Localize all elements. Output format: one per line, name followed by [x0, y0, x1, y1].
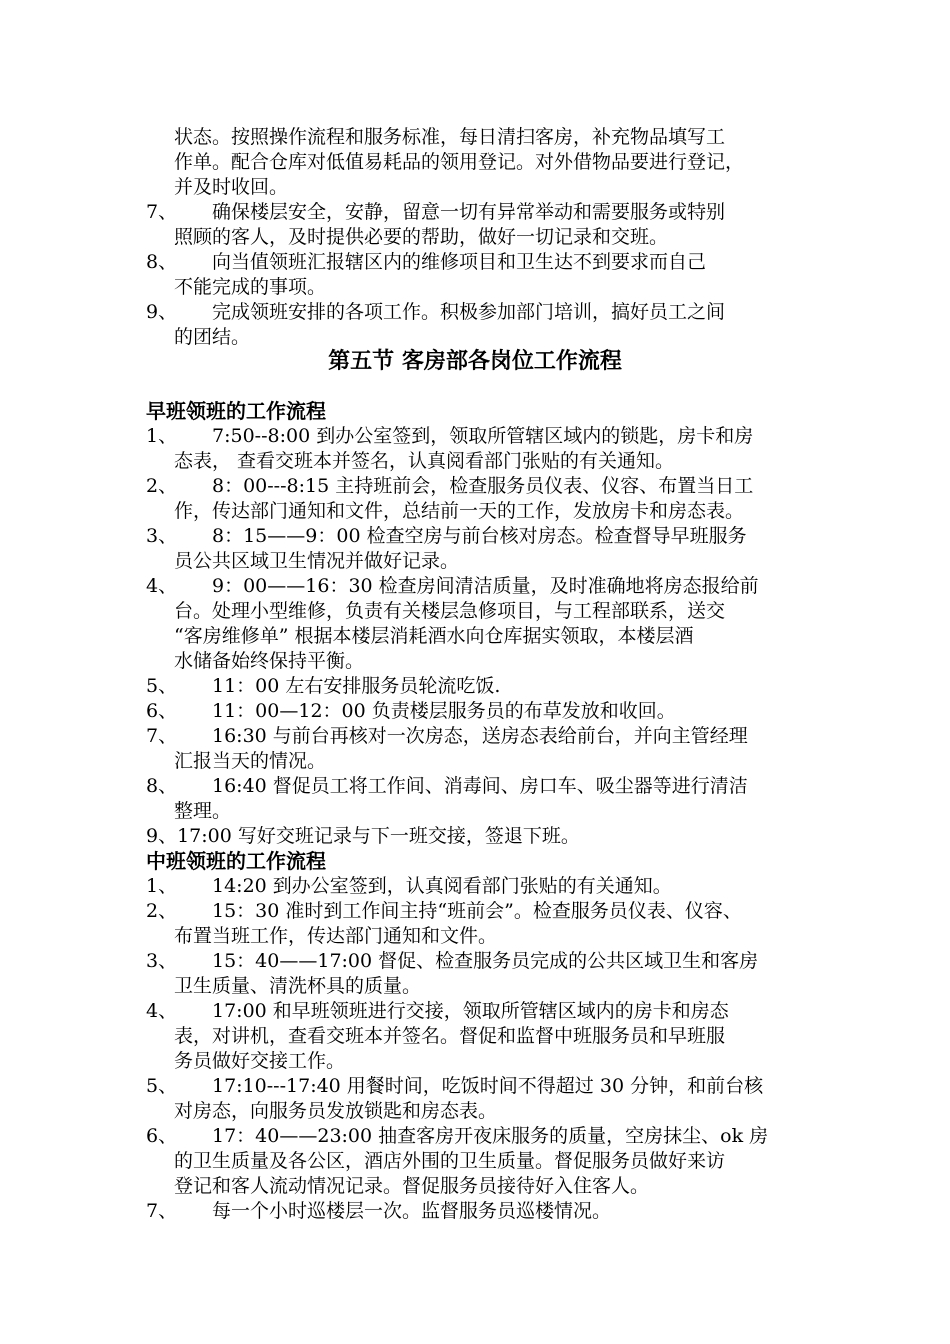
item-text: 15：40——17:00 督促、检查服务员完成的公共区域卫生和客房 — [212, 950, 759, 972]
item-number: 5、 — [146, 675, 178, 697]
item-text: 8：15——9：00 检查空房与前台核对房态。检查督导早班服务 — [212, 525, 747, 547]
item-number: 2、 — [146, 900, 178, 922]
item-text: 7:50--8:00 到办公室签到，领取所管辖区域内的锁匙，房卡和房 — [212, 425, 754, 447]
item-number: 5、 — [146, 1075, 178, 1097]
item-number: 4、 — [146, 1000, 178, 1022]
item-number: 1、 — [146, 425, 178, 447]
item-text: 态表， 查看交班本并签名，认真阅看部门张贴的有关通知。 — [174, 450, 675, 472]
item-number: 8、 — [146, 775, 178, 797]
item-text: 作，传达部门通知和文件，总结前一天的工作，发放房卡和房态表。 — [174, 500, 745, 522]
item-number: 7、 — [146, 725, 178, 747]
item-text: 照顾的客人，及时提供必要的帮助，做好一切记录和交班。 — [174, 226, 669, 248]
item-text: 汇报当天的情况。 — [174, 750, 327, 772]
item-text: 整理。 — [174, 800, 232, 822]
item-text: 向当值领班汇报辖区内的维修项目和卫生达不到要求而自己 — [212, 251, 707, 273]
item-text: 务员做好交接工作。 — [174, 1050, 346, 1072]
item-number: 3、 — [146, 525, 178, 547]
item-text: 8：00---8:15 主持班前会，检查服务员仪表、仪容、布置当日工 — [212, 475, 754, 497]
item-number: 8、 — [146, 251, 178, 273]
item-number: 6、 — [146, 1125, 178, 1147]
item-text: 布置当班工作，传达部门通知和文件。 — [174, 925, 498, 947]
item-text: 不能完成的事项。 — [174, 276, 327, 298]
item-text: 完成领班安排的各项工作。积极参加部门培训，搞好员工之间 — [212, 301, 726, 323]
item-text: 登记和客人流动情况记录。督促服务员接待好入住客人。 — [174, 1175, 650, 1197]
item-text: 11：00 左右安排服务员轮流吃饭. — [212, 675, 501, 697]
item-number: 6、 — [146, 700, 178, 722]
item-text: 17:00 和早班领班进行交接，领取所管辖区域内的房卡和房态 — [212, 1000, 729, 1022]
section-title: 第五节 客房部各岗位工作流程 — [328, 348, 622, 374]
item-number: 7、 — [146, 1200, 178, 1222]
intro-line: 状态。按照操作流程和服务标准，每日清扫客房，补充物品填写工 — [174, 126, 726, 148]
item-text: 的卫生质量及各公区，酒店外围的卫生质量。督促服务员做好来访 — [174, 1150, 726, 1172]
intro-line: 并及时收回。 — [174, 176, 289, 198]
list-item: 9、17:00 写好交班记录与下一班交接，签退下班。 — [146, 825, 580, 847]
item-text: 17:10---17:40 用餐时间，吃饭时间不得超过 30 分钟，和前台核 — [212, 1075, 764, 1097]
item-number: 7、 — [146, 201, 178, 223]
item-number: 1、 — [146, 875, 178, 897]
item-number: 3、 — [146, 950, 178, 972]
item-text: 17：40——23:00 抽查客房开夜床服务的质量，空房抹尘、ok 房 — [212, 1125, 769, 1147]
item-text: 每一个小时巡楼层一次。监督服务员巡楼情况。 — [212, 1200, 612, 1222]
item-text: 16:40 督促员工将工作间、消毒间、房口车、吸尘器等进行清洁 — [212, 775, 748, 797]
item-text: 15：30 准时到工作间主持“班前会”。检查服务员仪表、仪容、 — [212, 900, 742, 922]
item-text: 11：00—12：00 负责楼层服务员的布草发放和收回。 — [212, 700, 676, 722]
item-number: 9、 — [146, 301, 178, 323]
item-text: 的团结。 — [174, 326, 251, 348]
intro-line: 作单。配合仓库对低值易耗品的领用登记。对外借物品要进行登记， — [174, 151, 745, 173]
item-text: 9：00——16：30 检查房间清洁质量，及时准确地将房态报给前 — [212, 575, 759, 597]
item-text: 16:30 与前台再核对一次房态，送房态表给前台，并向主管经理 — [212, 725, 748, 747]
item-number: 2、 — [146, 475, 178, 497]
subsection-heading: 早班领班的工作流程 — [146, 399, 326, 423]
item-text: 台。处理小型维修，负责有关楼层急修项目，与工程部联系，送交 — [174, 600, 726, 622]
item-text: “客房维修单” 根据本楼层消耗酒水向仓库据实领取，本楼层酒 — [174, 625, 694, 647]
item-text: 卫生质量、清洗杯具的质量。 — [174, 975, 422, 997]
item-text: 对房态，向服务员发放锁匙和房态表。 — [174, 1100, 498, 1122]
subsection-heading: 中班领班的工作流程 — [146, 849, 326, 873]
item-text: 水储备始终保持平衡。 — [174, 650, 365, 672]
item-text: 员公共区域卫生情况并做好记录。 — [174, 550, 460, 572]
item-text: 确保楼层安全，安静，留意一切有异常举动和需要服务或特别 — [212, 201, 726, 223]
item-text: 表，对讲机，查看交班本并签名。督促和监督中班服务员和早班服 — [174, 1025, 726, 1047]
item-number: 4、 — [146, 575, 178, 597]
item-text: 14:20 到办公室签到，认真阅看部门张贴的有关通知。 — [212, 875, 672, 897]
